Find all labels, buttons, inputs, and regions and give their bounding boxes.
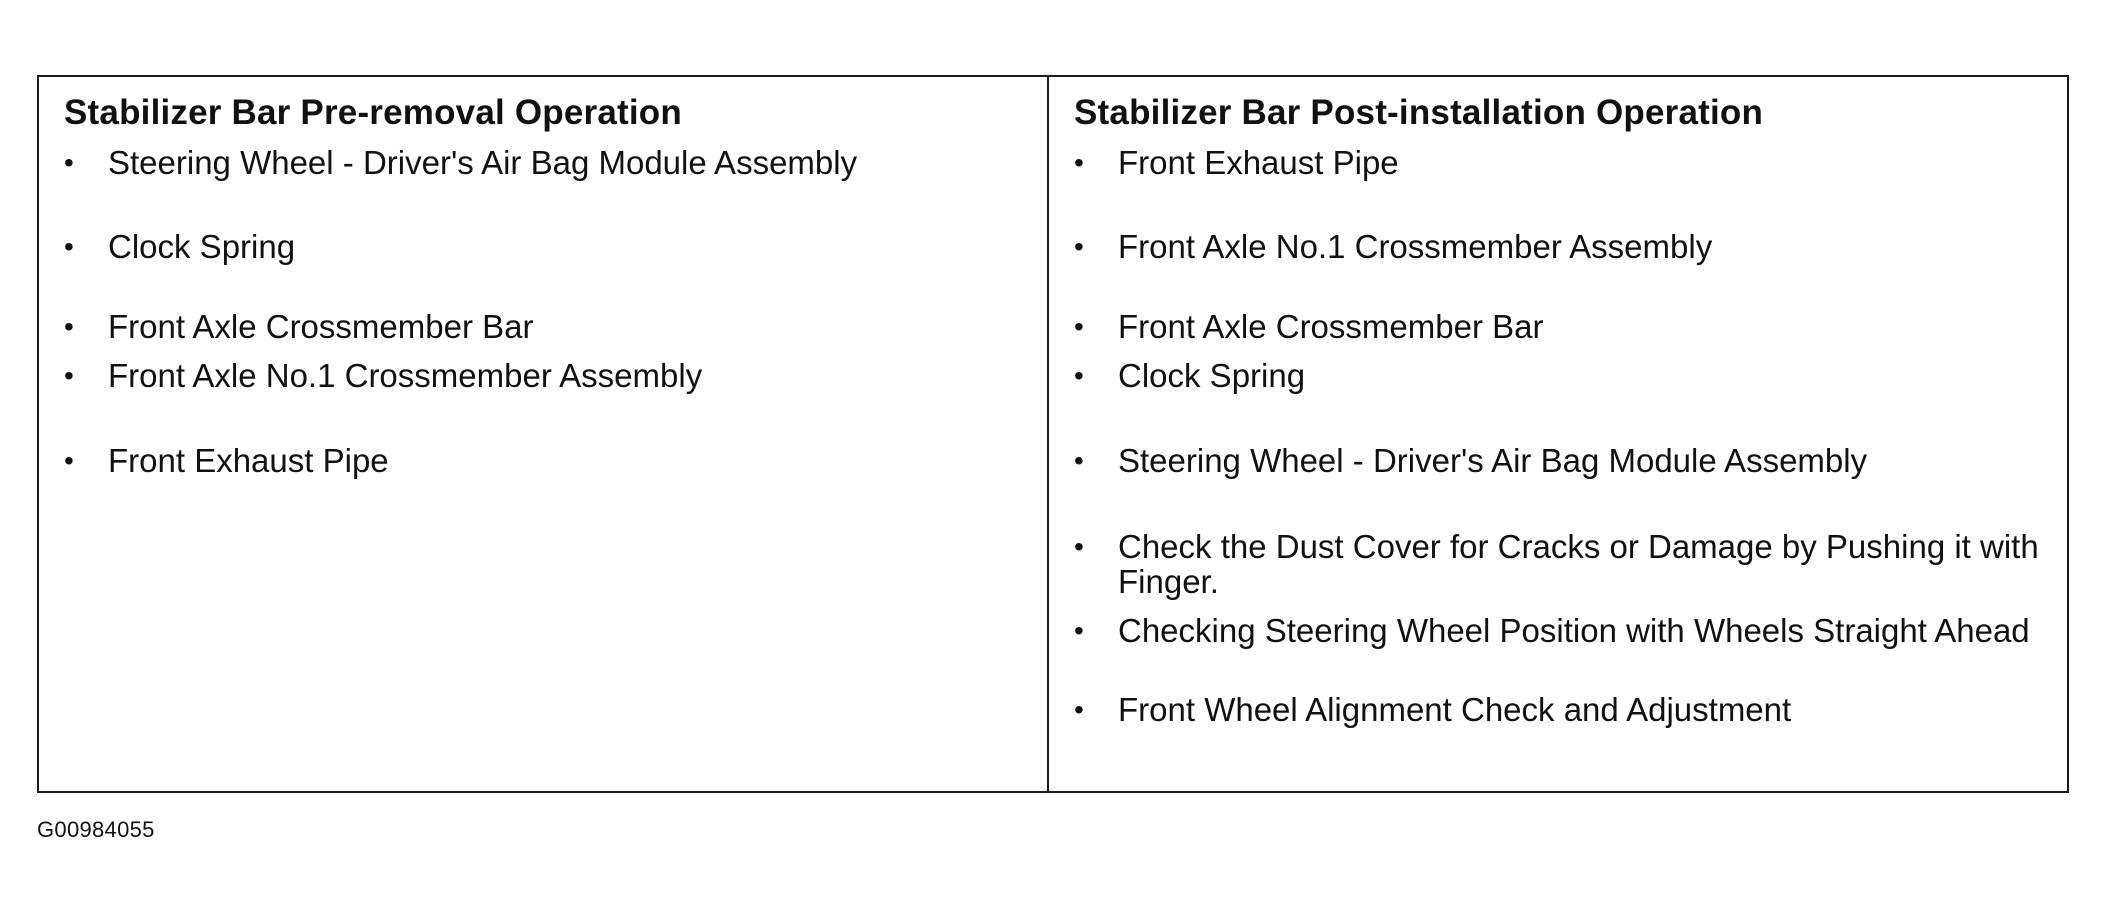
list-item-text: Clock Spring	[108, 228, 296, 265]
post-installation-column	[1049, 77, 2067, 791]
list-item	[1074, 692, 1791, 727]
bullet-icon: •	[1074, 615, 1084, 646]
list-item	[1074, 613, 2048, 648]
list-item-text: Front Wheel Alignment Check and Adjustment	[1118, 691, 1792, 728]
list-item	[1074, 443, 1867, 478]
list-item-text: Steering Wheel - Driver's Air Bag Module Assembly	[108, 144, 858, 181]
bullet-icon: •	[64, 231, 74, 262]
list-item	[1074, 358, 1305, 393]
list-item-text: Front Exhaust Pipe	[1118, 144, 1399, 181]
post-installation-title: Stabilizer Bar Post-installation Operation	[1074, 93, 1764, 132]
bullet-icon: •	[64, 147, 74, 178]
bullet-icon: •	[1074, 694, 1084, 725]
list-item	[1074, 309, 1543, 344]
list-item	[64, 229, 295, 264]
list-item-text: Front Axle No.1 Crossmember Assembly	[108, 357, 703, 394]
bullet-icon: •	[1074, 147, 1084, 178]
operations-table	[37, 75, 2069, 793]
list-item-text: Steering Wheel - Driver's Air Bag Module Assembly	[1118, 442, 1868, 479]
list-item-text: Clock Spring	[1118, 357, 1306, 394]
bullet-icon: •	[1074, 231, 1084, 262]
list-item-text: Front Axle Crossmember Bar	[108, 308, 534, 345]
pre-removal-column	[39, 77, 1049, 791]
pre-removal-title: Stabilizer Bar Pre-removal Operation	[64, 93, 682, 132]
bullet-icon: •	[1074, 311, 1084, 342]
list-item	[64, 443, 389, 478]
list-item-text: Front Axle Crossmember Bar	[1118, 308, 1544, 345]
bullet-icon: •	[1074, 360, 1084, 391]
bullet-icon: •	[64, 445, 74, 476]
bullet-icon: •	[64, 311, 74, 342]
bullet-icon: •	[1074, 445, 1084, 476]
list-item	[64, 358, 702, 393]
list-item	[1074, 529, 2048, 599]
list-item	[64, 145, 857, 180]
bullet-icon: •	[64, 360, 74, 391]
list-item	[1074, 229, 1712, 264]
list-item-text: Front Axle No.1 Crossmember Assembly	[1118, 228, 1713, 265]
figure-id: G00984055	[37, 817, 155, 842]
bullet-icon: •	[1074, 531, 1084, 562]
list-item-text: Checking Steering Wheel Position with Wheels Straight Ahead	[1118, 612, 2030, 649]
list-item-text: Check the Dust Cover for Cracks or Damage by Pushing it with Finger.	[1118, 528, 2039, 600]
list-item	[64, 309, 533, 344]
list-item	[1074, 145, 1399, 180]
list-item-text: Front Exhaust Pipe	[108, 442, 389, 479]
